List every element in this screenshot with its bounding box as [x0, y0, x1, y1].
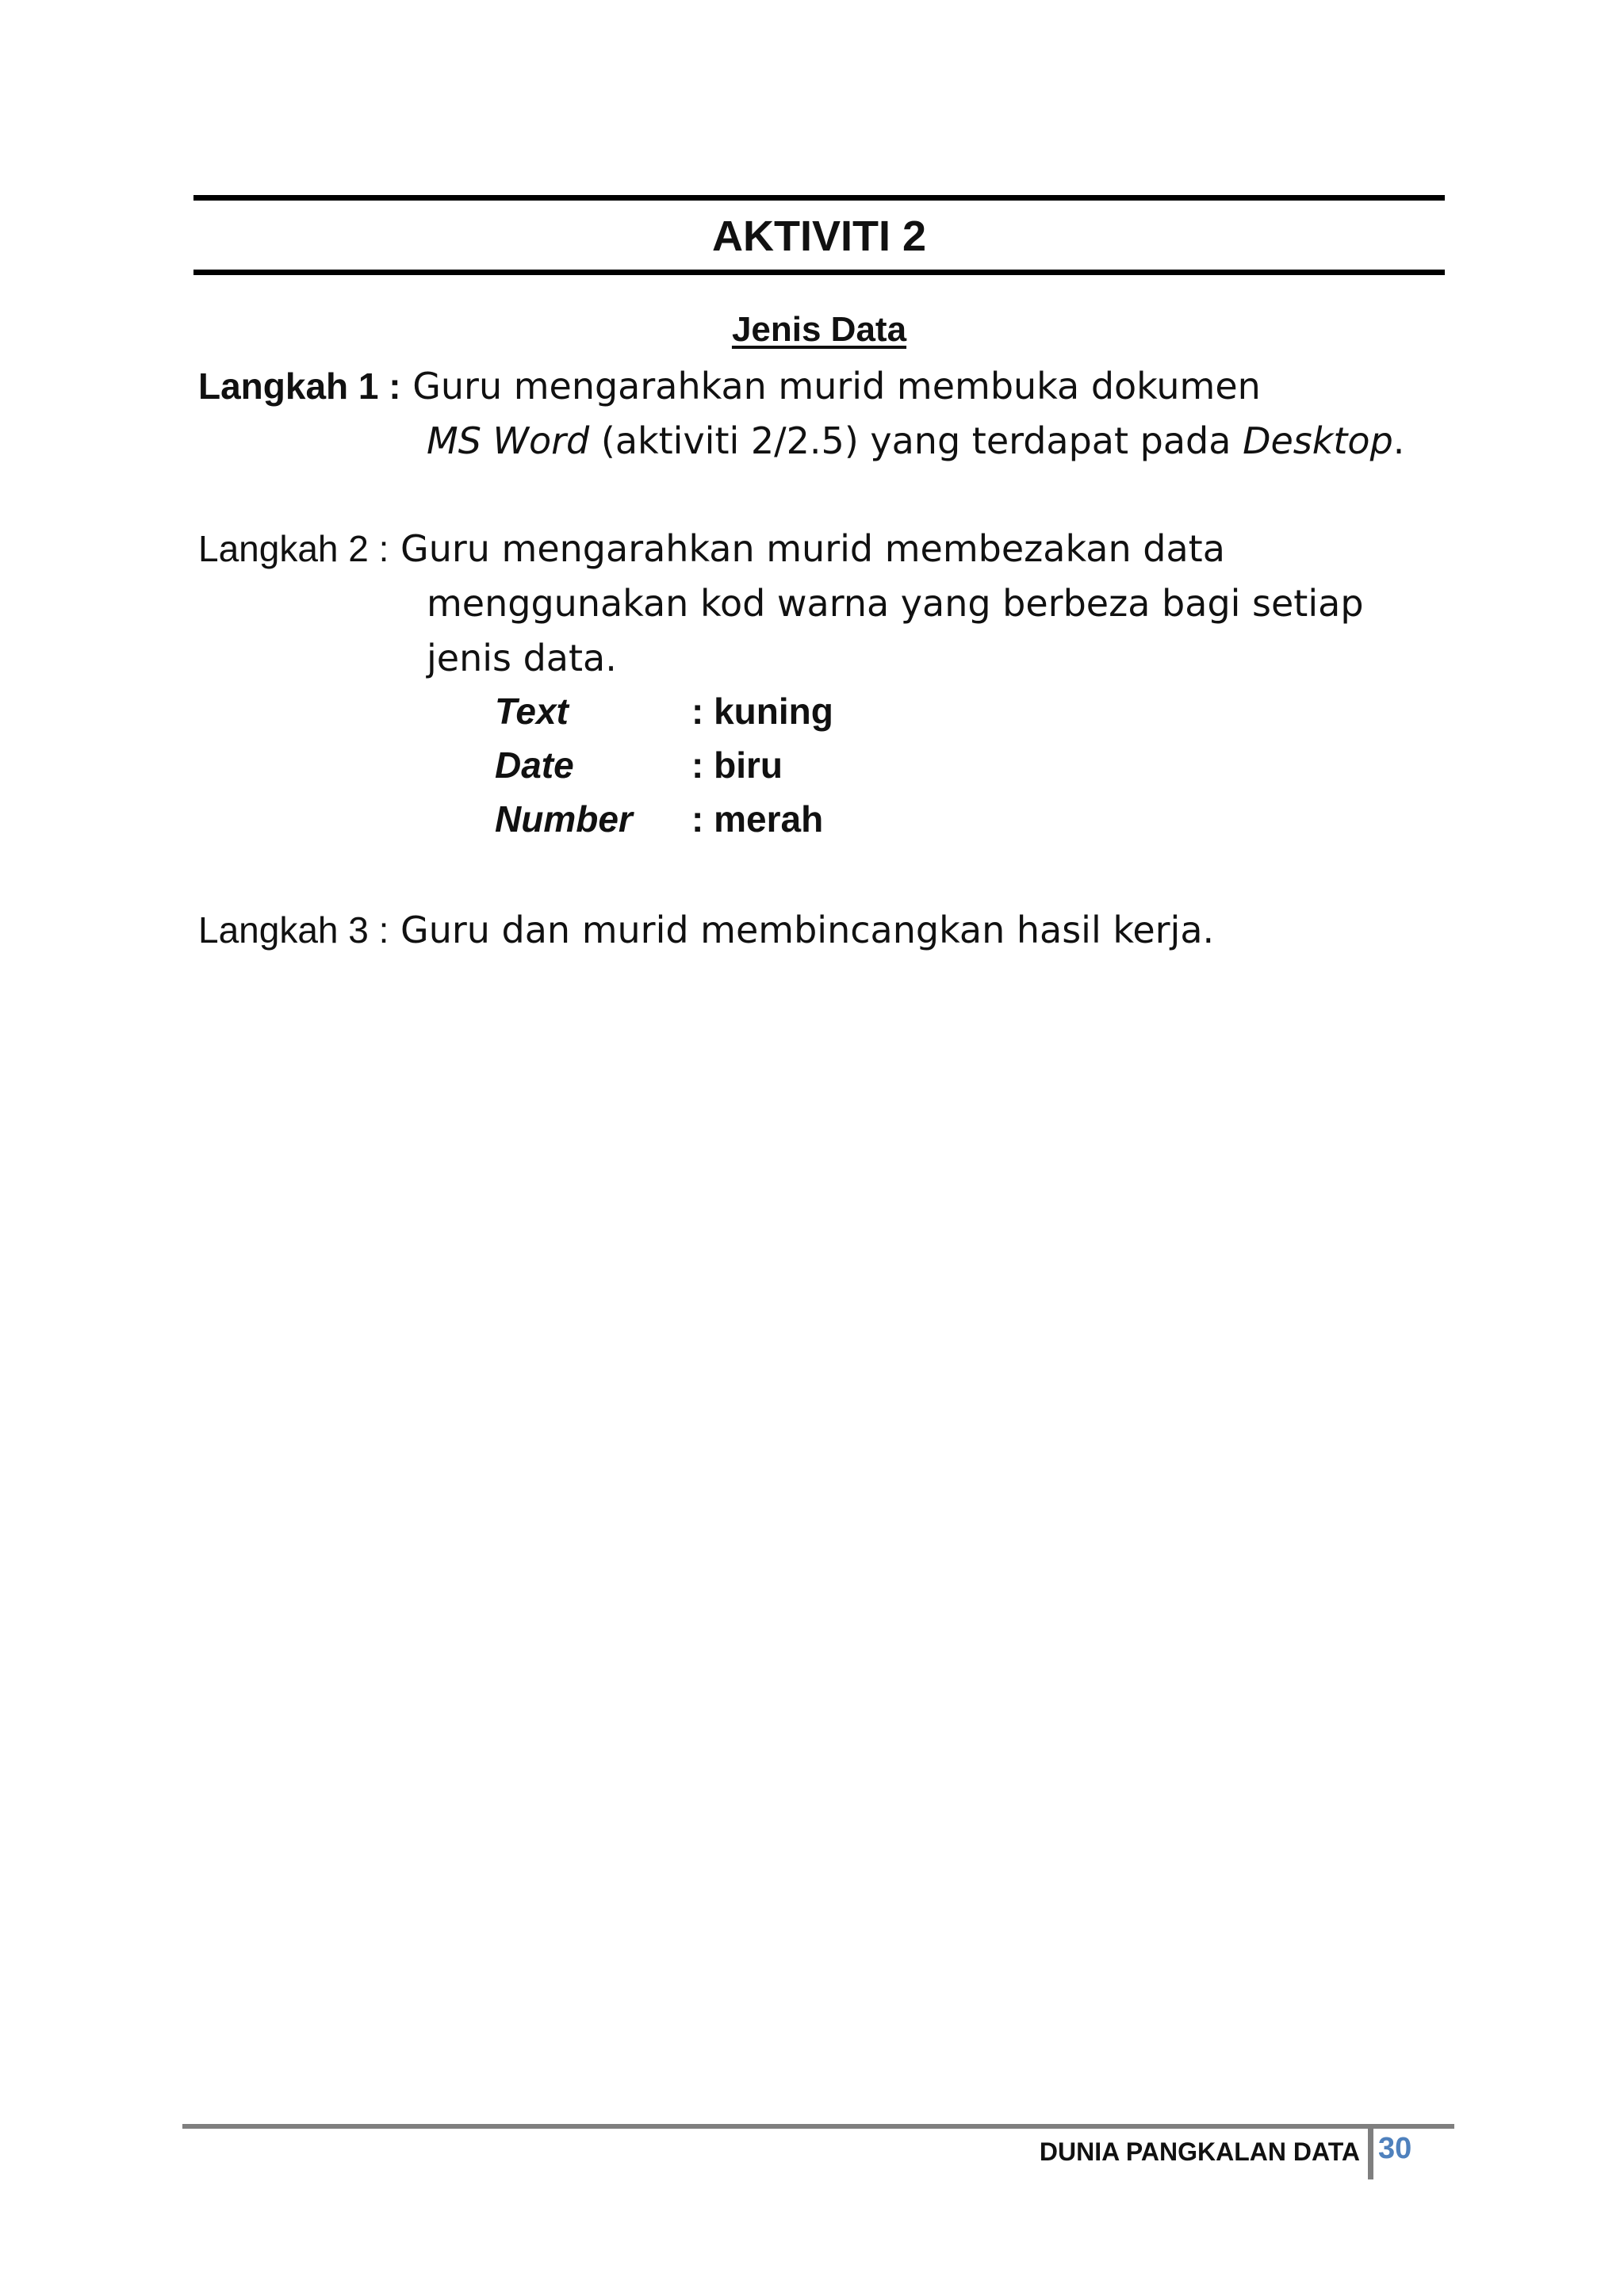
page-number: 30	[1378, 2132, 1412, 2165]
desktop-term: Desktop	[1243, 419, 1393, 462]
code-type-number: Number	[495, 798, 633, 840]
code-type-text: Text	[495, 691, 569, 732]
step-1-text-2: (aktiviti 2/2.5) yang terdapat pada	[589, 419, 1243, 462]
code-color-number: : merah	[691, 798, 824, 840]
step-2-label: Langkah 2 :	[198, 528, 389, 569]
ms-word-term: MS Word	[427, 419, 590, 462]
page-title: AKTIVITI 2	[711, 212, 927, 260]
footer-divider	[1368, 2129, 1373, 2179]
code-type-date: Date	[495, 744, 574, 786]
footer-rule	[182, 2124, 1454, 2129]
code-color-text: : kuning	[691, 691, 833, 732]
step-2-line-2: menggunakan kod warna yang berbeza bagi setiap	[427, 582, 1364, 625]
step-3-line-1	[198, 903, 1214, 957]
step-1-label: Langkah 1 :	[198, 365, 401, 407]
footer-book-title: DUNIA PANGKALAN DATA	[1039, 2137, 1360, 2166]
step-1-text: Guru mengarahkan murid membuka dokumen	[412, 365, 1261, 408]
section-subtitle: Jenis Data	[731, 310, 907, 349]
step-2-line-1	[198, 522, 1225, 576]
step-1-line-1	[198, 359, 1261, 413]
code-color-date: : biru	[691, 744, 783, 786]
step-2-text: Guru mengarahkan murid membezakan data	[400, 527, 1225, 570]
step-3-text: Guru dan murid membincangkan hasil kerja.	[400, 909, 1215, 951]
step-3-label: Langkah 3 :	[198, 909, 389, 951]
step-1-line-2	[427, 414, 1404, 468]
title-top-rule	[193, 195, 1445, 201]
step-1-period: .	[1392, 419, 1405, 462]
title-bottom-rule	[193, 270, 1445, 275]
step-2-line-3: jenis data.	[427, 637, 617, 679]
